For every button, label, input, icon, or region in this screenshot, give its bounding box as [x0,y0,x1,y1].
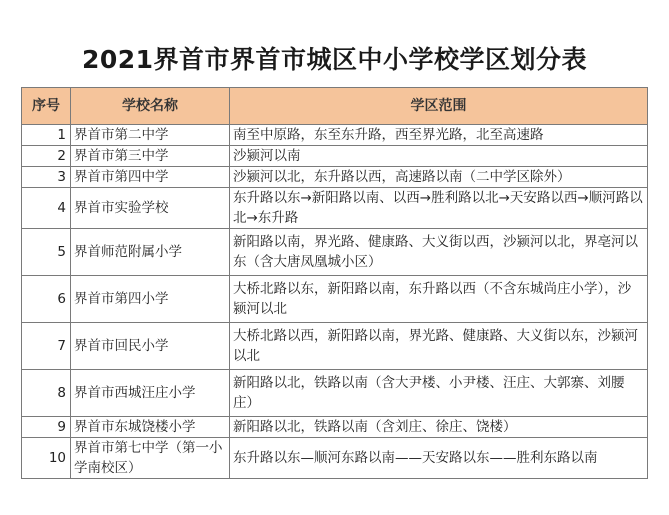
school-name: 界首师范附属小学 [71,229,230,276]
school-name: 界首市第三中学 [71,146,230,167]
row-number: 2 [22,146,71,167]
school-name: 界首市实验学校 [71,188,230,229]
table-row [22,276,648,323]
table-row [22,323,648,370]
row-number: 4 [22,188,71,229]
school-name: 界首市西城汪庄小学 [71,370,230,417]
row-number: 1 [22,125,71,146]
school-district-table [21,87,648,479]
header-area: 学区范围 [230,88,648,125]
district-area: 新阳路以南，界光路、健康路、大义街以西，沙颍河以北，界亳河以东（含大唐凤凰城小区） [230,229,648,276]
row-number: 8 [22,370,71,417]
page-title: 2021界首市界首市城区中小学校学区划分表 [81,45,588,74]
district-area: 大桥北路以西，新阳路以南，界光路、健康路、大义街以东，沙颍河以北 [230,323,648,370]
row-number: 3 [22,167,71,188]
table-row [22,188,648,229]
school-name: 界首市第四小学 [71,276,230,323]
table-row [22,146,648,167]
school-name: 界首市回民小学 [71,323,230,370]
school-name: 界首市第四中学 [71,167,230,188]
table-row [22,370,648,417]
row-number: 9 [22,417,71,438]
district-area: 新阳路以北，铁路以南（含大尹楼、小尹楼、汪庄、大郭寨、刘腰庄） [230,370,648,417]
row-number: 10 [22,438,71,479]
table-row [22,438,648,479]
district-area: 南至中原路，东至东升路，西至界光路，北至高速路 [230,125,648,146]
district-area: 东升路以东—顺河东路以南——天安路以东——胜利东路以南 [230,438,648,479]
school-name: 界首市第七中学（第一小学南校区） [71,438,230,479]
district-area: 新阳路以北，铁路以南（含刘庄、徐庄、饶楼） [230,417,648,438]
row-number: 6 [22,276,71,323]
header-school: 学校名称 [71,88,230,125]
row-number: 5 [22,229,71,276]
district-area: 大桥北路以东，新阳路以南，东升路以西（不含东城尚庄小学），沙颍河以北 [230,276,648,323]
district-area: 东升路以东→新阳路以南、以西→胜利路以北→天安路以西→顺河路以北→东升路 [230,188,648,229]
row-number: 7 [22,323,71,370]
table-row [22,229,648,276]
table-row [22,417,648,438]
table-row [22,125,648,146]
school-name: 界首市第二中学 [71,125,230,146]
table-header-row [22,88,648,125]
district-area: 沙颍河以北，东升路以西，高速路以南（二中学区除外） [230,167,648,188]
header-no: 序号 [22,88,71,125]
school-name: 界首市东城饶楼小学 [71,417,230,438]
district-area: 沙颍河以南 [230,146,648,167]
table-row [22,167,648,188]
